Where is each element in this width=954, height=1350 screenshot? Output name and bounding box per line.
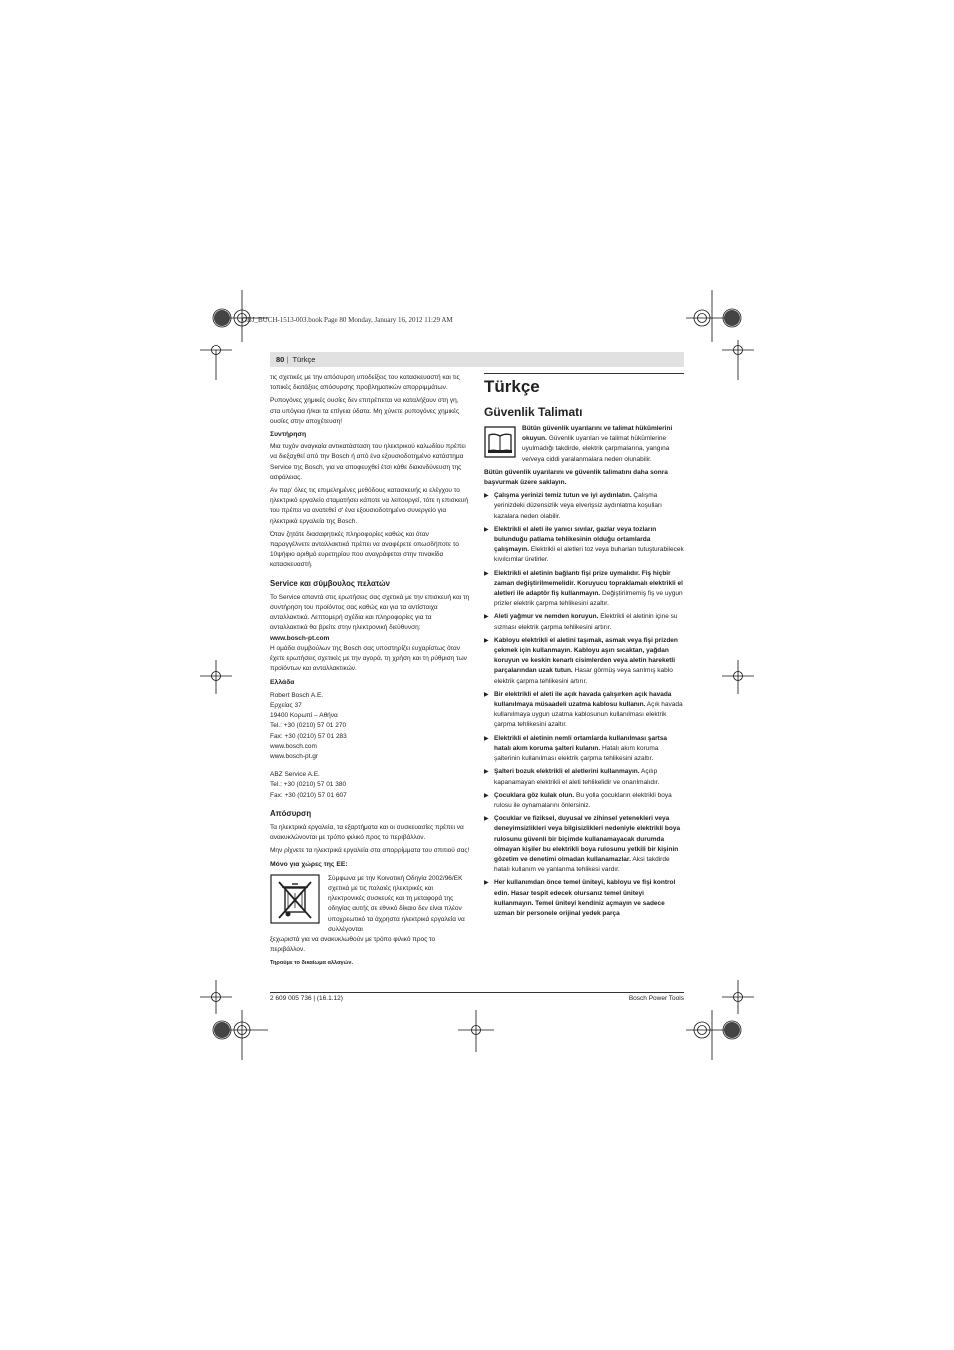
intro-bold: Bütün güvenlik uyarılarını ve talimat hükümlerini okuyun. — [522, 425, 673, 443]
paragraph: ξεχωριστά για να ανακυκλωθούν με τρόπο φιλικό προς το περιβάλλον. — [270, 935, 436, 954]
list-item: ▶ Bir elektrikli el aleti ile açık havada çalışırken açık havada kullanılmaya müsaadeli uzatma kablosu kullanın. Açık havada kullanılmaya uygun uzatma kablosunun kullanılması elektrik çarpma tehlikesini azaltır. — [484, 690, 684, 731]
paragraph: τις σχετικές με την απόσυρση υποδείξεις του κατασκευαστή και τις τοπικές διατάξεις απόσυρσης προβληματικών απορριμμάτων. — [270, 374, 460, 392]
right-column — [484, 373, 684, 922]
file-header-line: OBJ_BUCH-1513-003.book Page 80 Monday, January 16, 2012 11:29 AM — [242, 316, 453, 324]
address-block-bosch: Robert Bosch A.E. Ερχείας 37 19400 Κορωπί – Αθήνα Tel.: +30 (0210) 57 01 270 Fax: +30 (0210) 57 01 283 www.bosch.com www.bosch-pt.gr — [270, 691, 347, 760]
list-item: ▶ Her kullanımdan önce temel üniteyi, kabloyu ve fişi kontrol edin. Hasar tespit edecek olursanız temel üniteyi kullanmayın. Temel üniteyi kendiniz açmayın ve sadece uzman bir personele orijinal yedek parça — [484, 878, 684, 919]
list-item: ▶ Aleti yağmur ve nemden koruyun. Elektrikli el aletinin içine su sızması elektrik çarpma tehlikesini artırır. — [484, 612, 684, 632]
bullet-triangle-icon: ▶ — [484, 526, 489, 533]
paragraph: Μια τυχόν αναγκαία αντικατάσταση του ηλεκτρικού καλωδίου πρέπει να διεξαχθεί από την Bosch ή από ένα εξουσιοδοτημένο κατάστημα Service της Bosch, για να αποφευχθεί έτσι κάθε διακινδύνευση της ασφάλειας. — [270, 443, 466, 481]
bullet-triangle-icon: ▶ — [484, 880, 489, 887]
paragraph: Ρυπογόνες χημικές ουσίες δεν επιτρέπεται να καταλήξουν στη γη, στα υπόγεια ή/και τα επίγεια ύδατα. Μη χύνετε ρυπογόνες χημικές ουσίες στην αποχέτευση! — [270, 397, 460, 425]
heading-eu-only: Μόνο για χώρες της ΕΕ: — [270, 860, 348, 868]
bullet-triangle-icon: ▶ — [484, 614, 489, 621]
footer-rule — [270, 992, 684, 993]
page-header-band: 80 | Türkçe — [270, 352, 684, 367]
bullet-triangle-icon: ▶ — [484, 769, 489, 776]
list-item: ▶ Çocuklar ve fiziksel, duyusal ve zihinsel yetenekleri veya deneyimsizlikleri veya bilgisizlikleri nedeniyle elektrikli boya rulosunu güvenli bir biçimde kullanamayacak durumda olmayan kişiler bu elektrikli boya rulosunu yetkili bir kişinin gözetim ve denetimi olmadan kullanamazlar. Aksi takdirde hatalı kullanım ve yanlanma tehlikesi vardır. — [484, 814, 684, 875]
bullet-triangle-icon: ▶ — [484, 637, 489, 644]
heading-service: Service και σύμβουλος πελατών — [270, 578, 390, 588]
section-subtitle: Güvenlik Talimatı — [484, 405, 583, 419]
weee-text: Σύμφωνα με την Κοινοτική Οδηγία 2002/96/ΕΚ σχετικά με τις παλαιές ηλεκτρικές και ηλεκτρονικές συσκευές και τη μεταφορά της οδηγίας αυτής σε εθνικό δίκαιο δεν είναι πλέον υποχρεωτικό τα άχρηστα ηλεκτρικά εργαλεία να συλλέγονται — [328, 874, 465, 933]
page-number: 80 — [276, 355, 285, 364]
service-url: www.bosch-pt.com — [270, 634, 330, 642]
paragraph: Τα ηλεκτρικά εργαλεία, τα εξαρτήματα και οι συσκευασίες πρέπει να ανακυκλώνονται με τρόπο φιλικό προς το περιβάλλον. — [270, 823, 464, 842]
list-item: ▶ Elektrikli el aleti ile yanıcı sıvılar, gazlar veya tozların bulunduğu patlama tehlikesinin olduğu ortamlarda çalışmayın. Elektrikli el aletleri toz veya buharları tutuşturabilecek kıvılcımlar üretirler. — [484, 525, 684, 566]
bullet-triangle-icon: ▶ — [484, 816, 489, 823]
list-item: ▶ Kabloyu elektrikli el aletini taşımak, asmak veya fişi prizden çekmek için kullanmayın. Kabloyu aşırı sıcaktan, yağdan koruyun ve keskin kenarlı cisimlerden veya aletin hareketli parçalarından uzak tutun. Hasar görmüş veya sarılmış kablo elektrik çarpma tehlikesini artırır. — [484, 636, 684, 687]
left-column — [270, 373, 470, 969]
list-item: ▶ Çocuklara göz kulak olun. Bu yolla çocukların elektrikli boya rulosu ile oynamalarını önlersiniz. — [484, 791, 684, 811]
heading-disposal: Απόσυρση — [270, 808, 312, 818]
bullet-triangle-icon: ▶ — [484, 792, 489, 799]
list-item: ▶ Şalteri bozuk elektrikli el aletlerini kullanmayın. Açılıp kapanamayan elektrikli el aleti tehlikelidir ve onarılmalıdır. — [484, 767, 684, 787]
heading-greece: Ελλάδα — [270, 679, 295, 687]
heading-maintenance: Συντήρηση — [270, 431, 307, 439]
paragraph: Μην ρίχνετε τα ηλεκτρικά εργαλεία στα απορρίμματα του σπιτιού σας! — [270, 847, 470, 855]
list-item: ▶ Elektrikli el aletinin bağlantı fişi prize uymalıdır. Fiş hiçbir zaman değiştirilmemelidir. Koruyucu topraklamalı elektrikli el aletleri ile adaptör fiş kullanmayın. Değiştirilmemiş fiş ve uygun prizler elektrik çarpma tehlikesini azaltır. — [484, 569, 684, 610]
list-item: ▶ Elektrikli el aletinin nemli ortamlarda kullanılması şartsa hatalı akım koruma şalteri kulanın. Hatalı akım koruma şalterinin kullanılması elektrik çarpma tehlikesini azaltır. — [484, 734, 684, 765]
keep-instructions: Bütün güvenlik uyarılarını ve güvenlik talimatını daha sonra başvurmak üzere saklayın. — [484, 468, 668, 487]
footer-brand: Bosch Power Tools — [628, 995, 684, 1002]
reservation-note: Τηρούμε το δικαίωμα αλλαγών. — [270, 960, 354, 967]
section-title: Türkçe — [484, 373, 684, 397]
paragraph: Το Service απαντά στις ερωτήσεις σας σχετικά με την επισκευή και τη συντήρηση του προϊόντος σας καθώς και για τα αντίστοιχα ανταλλακτικά. Λεπτομερή σχέδια και πληροφορίες για τα ανταλλακτικά θα βρείτε στην ηλεκτρονική διεύθυνση: www.bosch-pt.com Η ομάδα συμβούλων της Bosch σας υποστηρίζει ευχαρίστως όταν έχετε ερωτήσεις σχετικές με την αγορά, τη χρήση και τη ρύθμιση των προϊόντων και ανταλλακτικών. — [270, 593, 470, 673]
crossed-out-wheelie-bin-icon — [270, 874, 320, 924]
footer-code: 2 609 005 736 | (16.1.12) — [270, 995, 343, 1002]
paragraph: Αν παρ' όλες τις επιμελημένες μεθόδους κατασκευής κι ελέγχου το ηλεκτρικό εργαλείο σταματήσει κάποτε να λειτουργεί, τότε η επισκευή του πρέπει να ανατεθεί σ' ένα εξουσιοδοτημένο συνεργείο για ηλεκτρικά εργαλεία της Bosch. — [270, 487, 469, 525]
bullet-triangle-icon: ▶ — [484, 691, 489, 698]
read-manual-book-icon — [484, 426, 516, 458]
paragraph: Όταν ζητάτε διασαφητικές πληροφορίες καθώς και όταν παραγγέλνετε ανταλλακτικά πρέπει να αναφέρετε οπωσδήποτε το 10ψήφιο αριθμό ευρετηρίου που αναγράφεται στην πινακίδα κατασκευαστή. — [270, 530, 459, 569]
intro-text: Güvenlik uyarıları ve talimat hükümlerine uyulmadığı takdirde, elektrik çarpmalarına, yangına ve/veya ciddi yaralanmalara neden olunabilir. — [522, 435, 670, 463]
address-block-abz: ABZ Service A.E. Tel.: +30 (0210) 57 01 380 Fax: +30 (0210) 57 01 607 — [270, 771, 347, 799]
list-item: ▶ Çalışma yerinizi temiz tutun ve iyi aydınlatın. Çalışma yerinizdeki düzensizlik veya elverişsiz aydınlatma koşulları kazalara neden olabilir. — [484, 491, 684, 522]
bullet-triangle-icon: ▶ — [484, 735, 489, 742]
section-name: Türkçe — [292, 355, 316, 364]
bullet-triangle-icon: ▶ — [484, 493, 489, 500]
bullet-triangle-icon: ▶ — [484, 570, 489, 577]
